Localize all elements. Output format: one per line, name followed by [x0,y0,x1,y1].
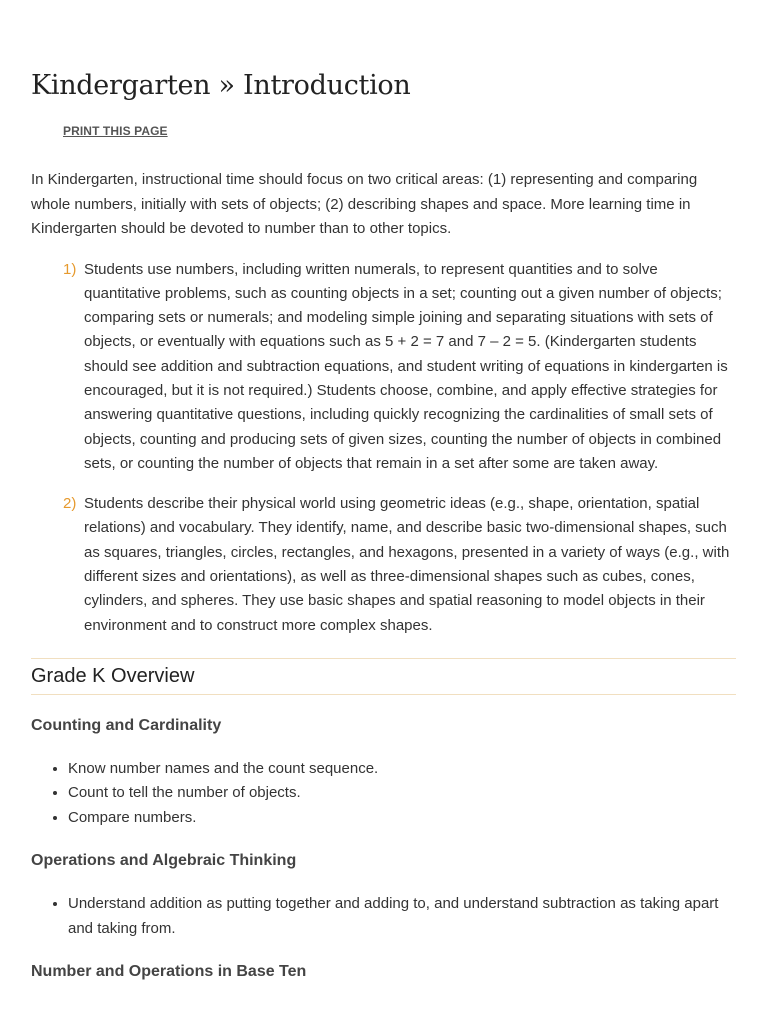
critical-area-text: Students describe their physical world using geometric ideas (e.g., shape, orientation, spatial relations) and vocabulary. They identify, name, and describe basic two-dimensional shapes, such as squares, triangles, circles, rectangles, and hexagons, presented in a variety of ways (e.g., with different sizes and orientations), as well as three-dimensional shapes such as cubes, cones, cylinders, and spheres. They use basic shapes and spatial reasoning to model objects in their environment and to construct more complex shapes. [84,495,730,634]
cluster-item: • Compare numbers. [68,806,736,831]
intro-paragraph: In Kindergarten, instructional time should focus on two critical areas: (1) representing and comparing whole numbers, initially with sets of objects; (2) describing shapes and space. More learning time in Kindergarten should be devoted to number than to other topics. [31,171,698,237]
critical-areas-list [31,258,736,638]
cluster-list-counting [31,757,736,831]
overview-heading [31,658,736,695]
domain-heading-operations: Operations and Algebraic Thinking [31,852,297,870]
critical-area-text: Students use numbers, including written numerals, to represent quantities and to solve quantitative problems, such as counting objects in a set; counting out a given number of objects; comparing sets or numerals; and modeling simple joining and separating situations with sets of objects, or eventually with equations such as 5 + 2 = 7 and 7 – 2 = 5. (Kindergarten students should see addition and subtraction equations, and student writing of equations in kindergarten is encouraged, but it is not required.) Students choose, combine, and apply effective strategies for answering quantitative questions, including quickly recognizing the cardinalities of small sets of objects, counting and producing sets of given sizes, counting the number of objects in combined sets, or counting the number of objects that remain in a set after some are taken away. [84,260,728,472]
cluster-item: • Understand addition as putting together and adding to, and understand subtraction as taking apart and taking from. [68,892,736,941]
overview-heading-text: Grade K Overview [31,664,195,687]
critical-area-item [63,492,736,638]
critical-area-item [63,258,736,477]
list-number: 2) [63,495,77,513]
cluster-list-operations [31,892,736,941]
page-title: Kindergarten » Introduction [31,70,411,101]
print-page-link[interactable]: PRINT THIS PAGE [63,124,168,138]
domain-heading-counting: Counting and Cardinality [31,716,222,734]
domain-heading-base-ten: Number and Operations in Base Ten [31,963,307,981]
cluster-item: • Know number names and the count sequence. [68,757,736,782]
cluster-item: • Count to tell the number of objects. [68,781,736,806]
list-number: 1) [63,260,77,278]
